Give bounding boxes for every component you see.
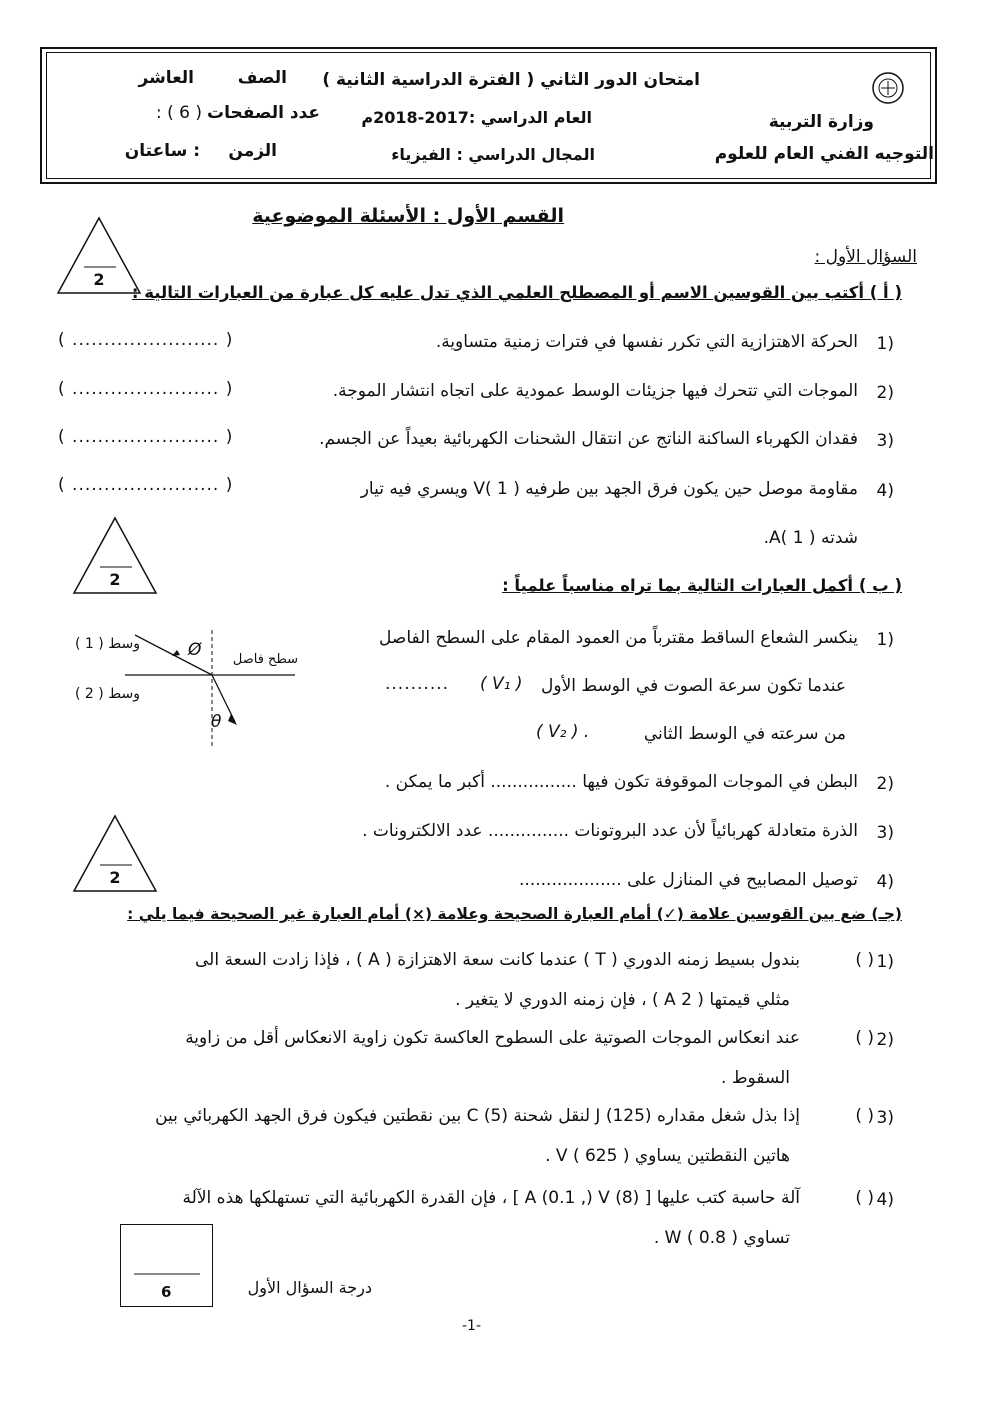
part-a-item-4-text: مقاومة موصل حين يكون فرق الجهد بين طرفيه V( 1 ) ويسري فيه تيار [360, 479, 858, 499]
part-c-item-3-paren[interactable]: ( ) [855, 1106, 874, 1126]
part-c-item-4-line1: آلة حاسبة كتب عليها [ A (0.1 ,) V (8) ] ، فإن القدرة الكهربائية التي تستهلكها هذه الآلة [182, 1188, 800, 1208]
question-title: السؤال الأول : [814, 247, 917, 267]
part-a-item-4-num: 4) [876, 481, 894, 501]
part-c-item-4-num: 4) [876, 1190, 894, 1210]
part-b-item-1-num: 1) [876, 630, 894, 650]
part-b-marks: 2 [109, 570, 121, 589]
score-value: 6 [161, 1283, 172, 1301]
grade-label: الصف [237, 68, 287, 88]
part-b-v1-symbol: ( V₁ ) [480, 674, 523, 694]
part-b-title: ( ب ) أكمل العبارات التالية بما تراه مناسباً علمياً : [502, 576, 902, 595]
part-c-item-2-paren[interactable]: ( ) [855, 1028, 874, 1048]
part-a-item-3-blank[interactable]: ( ....................... ) [58, 427, 234, 447]
part-c-item-1-line2: مثلي قيمتها ( A 2 ) ، فإن زمنه الدوري لا يتغير . [455, 990, 790, 1010]
part-c-item-3-num: 3) [876, 1108, 894, 1128]
angle-theta: θ [211, 712, 222, 732]
part-b-item-1-line2: عندما تكون سرعة الصوت في الوسط الأول [541, 676, 846, 696]
part-c-item-2-line1: عند انعكاس الموجات الصوتية على السطوح العاكسة تكون زاوية الانعكاس أقل من زاوية [185, 1028, 800, 1048]
part-b-item-2-num: 2) [876, 774, 894, 794]
part-b-item-4-text: توصيل المصابيح في المنازل على ................... [519, 870, 858, 890]
part-a-item-4-blank[interactable]: ( ....................... ) [58, 475, 234, 495]
part-a-item-1-num: 1) [876, 334, 894, 354]
part-b-item-1-line1: ينكسر الشعاع الساقط مقترباً من العمود المقام على السطح الفاصل [379, 628, 858, 648]
part-c-item-1-paren[interactable]: ( ) [855, 950, 874, 970]
pages-label: عدد الصفحات [207, 103, 320, 123]
part-b-item-2-text: البطن في الموجات الموقوفة تكون فيها ................ أكبر ما يمكن . [384, 772, 858, 792]
part-a-item-2-blank[interactable]: ( ....................... ) [58, 379, 234, 399]
exam-title: امتحان الدور الثاني ( الفترة الدراسية الثانية ) [322, 70, 700, 90]
part-a-item-3-text: فقدان الكهرباء الساكنة الناتج عن انتقال الشحنات الكهربائية بعيداً عن الجسم. [319, 429, 858, 449]
part-b-item-3-num: 3) [876, 823, 894, 843]
part-a-marks: 2 [93, 270, 105, 289]
part-a-item-1-blank[interactable]: ( ....................... ) [58, 330, 234, 350]
part-c-item-3-line2: هاتين النقطتين يساوي V ( 625 ) . [545, 1146, 790, 1166]
part-c-item-3-line1: إذا بذل شغل مقداره J (125) لنقل شحنة C (5) بين نقطتين فيكون فرق الجهد الكهربائي بين [155, 1106, 800, 1126]
part-b-v2-symbol: ( V₂ ) . [536, 722, 590, 742]
part-c-item-1-line1: بندول بسيط زمنه الدوري ( T ) عندما كانت سعة الاهتزازة ( A ) ، فإذا زادت السعة الى [195, 950, 800, 970]
part-c-item-4-line2: تساوي W ( 0.8 ) . [653, 1228, 790, 1248]
part-a-item-4-line2: شدته A( 1 ). [763, 528, 858, 548]
surface-label: سطح فاصل [232, 652, 298, 667]
medium-1-label: وسط ( 1 ) [75, 636, 140, 652]
part-a-item-2-text: الموجات التي تتحرك فيها جزيئات الوسط عمودية على اتجاه انتشار الموجة. [332, 381, 858, 401]
part-a-title: ( أ ) أكتب بين القوسين الاسم أو المصطلح العلمي الذي تدل عليه كل عبارة من العبارات التالية : [131, 283, 902, 302]
department-name: التوجيه الفني العام للعلوم [714, 144, 934, 164]
grade-value: العاشر [138, 68, 194, 88]
part-c-marks: 2 [109, 868, 121, 887]
ministry-logo-icon [870, 70, 906, 106]
page-number: -1- [462, 1318, 482, 1334]
medium-2-label: وسط ( 2 ) [75, 686, 140, 702]
academic-year: العام الدراسي :2017-2018م [361, 108, 592, 127]
part-c-item-2-num: 2) [876, 1030, 894, 1050]
score-label: درجة السؤال الأول [247, 1278, 372, 1297]
subject: المجال الدراسي : الفيزياء [391, 145, 595, 164]
pages-value: : ( 6 ) [155, 103, 202, 123]
ministry-name: وزارة التربية [768, 112, 874, 132]
part-c-item-1-num: 1) [876, 952, 894, 972]
part-b-item-1-line3: من سرعته في الوسط الثاني [643, 724, 846, 744]
refraction-diagram [125, 630, 305, 755]
part-b-item-3-text: الذرة متعادلة كهربائياً لأن عدد البروتونات ............... عدد الالكترونات . [362, 821, 858, 841]
time-label: الزمن [228, 141, 277, 161]
part-a-item-2-num: 2) [876, 383, 894, 403]
part-a-item-1-text: الحركة الاهتزازية التي تكرر نفسها في فترات زمنية متساوية. [435, 332, 858, 352]
part-c-item-2-line2: السقوط . [721, 1068, 790, 1088]
part-c-item-4-paren[interactable]: ( ) [855, 1188, 874, 1208]
part-b-item-4-num: 4) [876, 872, 894, 892]
time-value: : ساعتان [124, 141, 200, 161]
part-a-item-3-num: 3) [876, 431, 894, 451]
angle-phi: Ø [188, 640, 202, 660]
part-b-item-1-blank[interactable]: .......... [385, 674, 450, 694]
section-title: القسم الأول : الأسئلة الموضوعية [252, 205, 564, 227]
part-c-title: (جـ) ضع بين القوسين علامة (✓) أمام العبارة الصحيحة وعلامة (×) أمام العبارة غير الصحيحة فيما يلي : [127, 905, 902, 923]
